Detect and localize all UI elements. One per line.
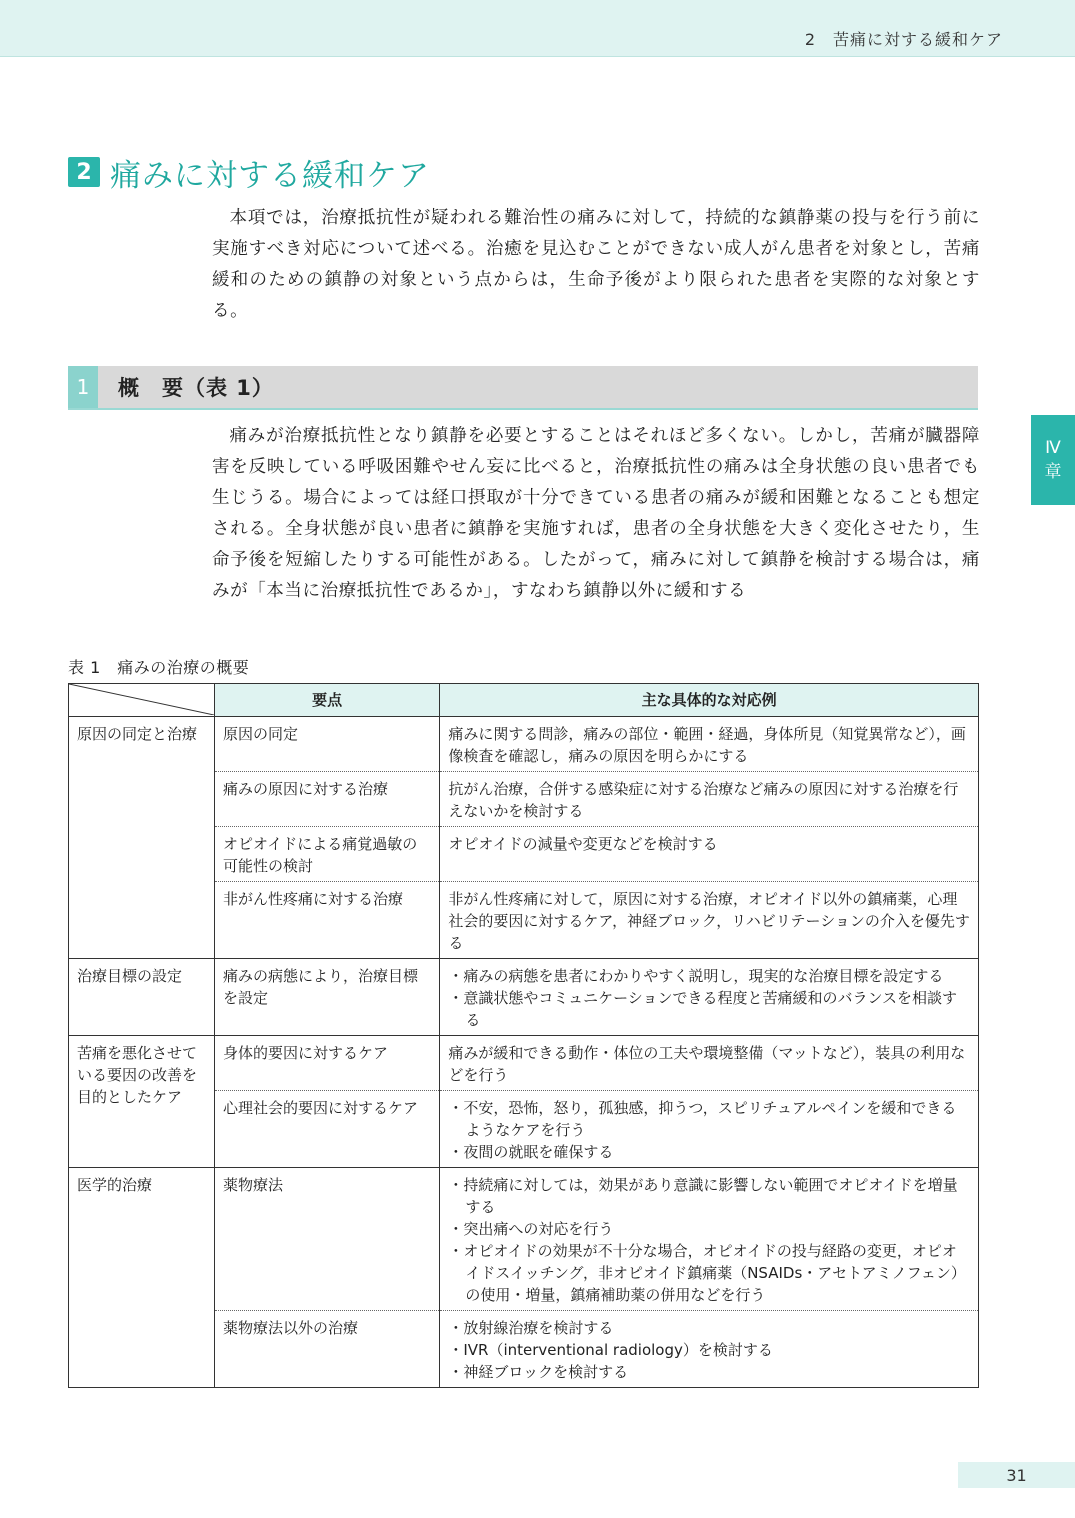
chapter-tab-numeral: Ⅳ <box>1045 438 1061 458</box>
example-cell: オピオイドの減量や変更などを検討する <box>440 827 979 882</box>
running-title: 2 苦痛に対する緩和ケア <box>804 30 1003 49</box>
point-cell: 原因の同定 <box>215 717 440 772</box>
bullet-item: ・ 神経ブロックを検討する <box>448 1361 970 1383</box>
category-cell: 原因の同定と治療 <box>69 717 215 959</box>
category-cell: 治療目標の設定 <box>69 959 215 1036</box>
point-cell: 非がん性疼痛に対する治療 <box>215 882 440 959</box>
subsection-number: 1 <box>68 366 98 408</box>
section-number: 2 <box>68 157 100 187</box>
table-row <box>69 1036 979 1091</box>
diagonal-corner-cell <box>69 684 215 717</box>
example-cell: 痛みが緩和できる動作・体位の工夫や環境整備（マットなど），装具の利用などを行う <box>440 1036 979 1091</box>
subsection-heading <box>68 366 978 410</box>
section-heading <box>68 152 430 192</box>
table-caption: 表 1 痛みの治療の概要 <box>68 658 250 677</box>
chapter-tab[interactable] <box>1031 415 1075 505</box>
bullet-item: ・ IVR（interventional radiology）を検討する <box>448 1339 970 1361</box>
header-examples: 主な具体的な対応例 <box>440 684 979 717</box>
treatment-table <box>68 683 979 1388</box>
example-cell: 抗がん治療，合併する感染症に対する治療など痛みの原因に対する治療を行えないかを検討する <box>440 772 979 827</box>
bullet-item: ・ 夜間の就眠を確保する <box>448 1141 970 1163</box>
bullet-item: ・ 持続痛に対しては，効果があり意識に影響しない範囲でオピオイドを増量する <box>448 1174 970 1218</box>
example-cell: 痛みに関する問診，痛みの部位・範囲・経過，身体所見（知覚異常など），画像検査を確認し，痛みの原因を明らかにする <box>440 717 979 772</box>
bullet-item: ・ 突出痛への対応を行う <box>448 1218 970 1240</box>
example-cell <box>440 959 979 1036</box>
chapter-tab-label: 章 <box>1044 462 1062 482</box>
table-row <box>69 959 979 1036</box>
bullet-item: ・ 意識状態やコミュニケーションできる程度と苦痛緩和のバランスを相談する <box>448 987 970 1031</box>
point-cell: 薬物療法以外の治療 <box>215 1311 440 1388</box>
point-cell: 身体的要因に対するケア <box>215 1036 440 1091</box>
diagonal-line <box>69 684 214 715</box>
bullet-item: ・ 放射線治療を検討する <box>448 1317 970 1339</box>
section-title: 痛みに対する緩和ケア <box>110 157 430 194</box>
example-cell: 非がん性疼痛に対して，原因に対する治療，オピオイド以外の鎮痛薬，心理社会的要因に対するケア，神経ブロック，リハビリテーションの介入を優先する <box>440 882 979 959</box>
category-cell: 医学的治療 <box>69 1168 215 1388</box>
example-cell <box>440 1311 979 1388</box>
table-row <box>69 717 979 772</box>
header-band <box>0 0 1075 57</box>
point-cell: 痛みの病態により，治療目標を設定 <box>215 959 440 1036</box>
bullet-item: ・ オピオイドの効果が不十分な場合，オピオイドの投与経路の変更，オピオイドスイッチング，非オピオイド鎮痛薬（NSAIDs・アセトアミノフェン）の使用・増量，鎮痛補助薬の併用などを行う <box>448 1240 970 1306</box>
category-cell: 苦痛を悪化させている要因の改善を目的としたケア <box>69 1036 215 1168</box>
example-cell <box>440 1091 979 1168</box>
bullet-item: ・ 痛みの病態を患者にわかりやすく説明し，現実的な治療目標を設定する <box>448 965 970 987</box>
point-cell: 心理社会的要因に対するケア <box>215 1091 440 1168</box>
intro-paragraph: 本項では，治療抵抗性が疑われる難治性の痛みに対して，持続的な鎮静薬の投与を行う前に実施すべき対応について述べる。治癒を見込むことができない成人がん患者を対象とし，苦痛緩和のための鎮静の対象という点からは，生命予後がより限られた患者を実際的な対象とする。 <box>212 208 980 321</box>
point-cell: 痛みの原因に対する治療 <box>215 772 440 827</box>
point-cell: オピオイドによる痛覚過敏の可能性の検討 <box>215 827 440 882</box>
point-cell: 薬物療法 <box>215 1168 440 1311</box>
table-header-row <box>69 684 979 717</box>
example-cell <box>440 1168 979 1311</box>
subsection-title: 概 要（表 1） <box>118 376 274 400</box>
page-number: 31 <box>958 1462 1075 1488</box>
bullet-item: ・ 不安，恐怖，怒り，孤独感，抑うつ，スピリチュアルペインを緩和できるようなケアを行う <box>448 1097 970 1141</box>
table-row <box>69 1168 979 1311</box>
body-paragraph: 痛みが治療抵抗性となり鎮静を必要とすることはそれほど多くない。しかし，苦痛が臓器障害を反映している呼吸困難やせん妄に比べると，治療抵抗性の痛みは全身状態の良い患者でも生じうる。場合によっては経口摂取が十分できている患者の痛みが緩和困難となることも想定される。全身状態が良い患者に鎮静を実施すれば，患者の全身状態を大きく変化させたり，生命予後を短縮したりする可能性がある。したがって，痛みに対して鎮静を検討する場合は，痛みが「本当に治療抵抗性であるか」，すなわち鎮静以外に緩和する <box>212 426 980 601</box>
header-points: 要点 <box>215 684 440 717</box>
